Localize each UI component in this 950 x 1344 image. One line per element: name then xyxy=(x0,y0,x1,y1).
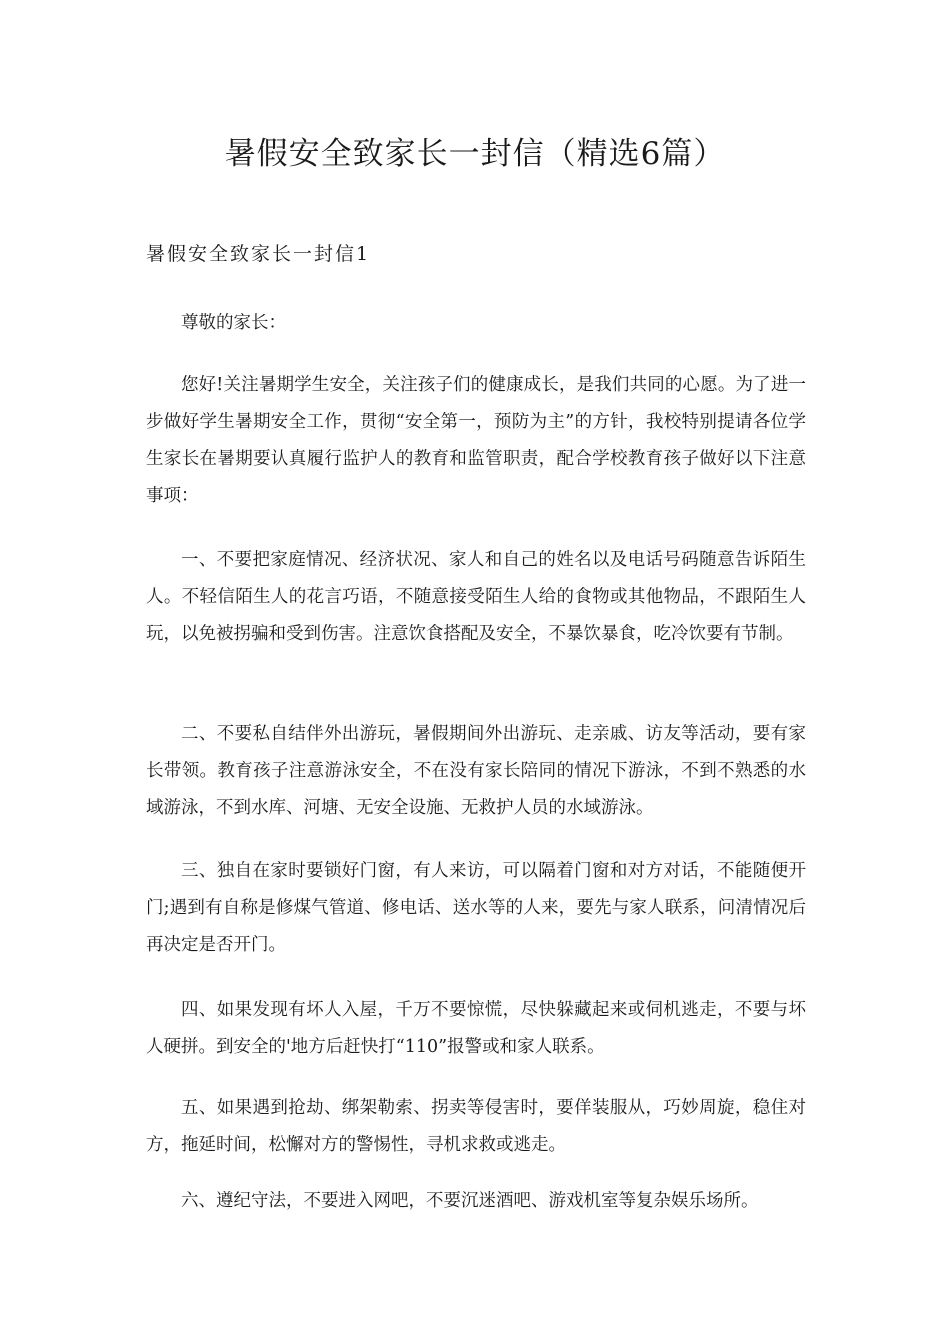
paragraph-item-5: 五、如果遇到抢劫、绑架勒索、拐卖等侵害时，要佯装服从，巧妙周旋，稳住对方，拖延时间，松懈对方的警惕性，寻机求救或逃走。 xyxy=(146,1098,806,1155)
section-heading: 暑假安全致家长一封信1 xyxy=(146,243,371,265)
paragraph-item-4: 四、如果发现有坏人入屋，千万不要惊慌，尽快躲藏起来或伺机逃走，不要与坏人硬拼。到安全的'地方后赶快打“110”报警或和家人联系。 xyxy=(146,1000,806,1057)
paragraph-intro: 您好!关注暑期学生安全，关注孩子们的健康成长，是我们共同的心愿。为了进一步做好学生暑期安全工作，贯彻“安全第一，预防为主”的方针，我校特别提请各位学生家长在暑期要认真履行监护人的教育和监管职责，配合学校教育孩子做好以下注意事项： xyxy=(146,375,806,506)
document-title: 暑假安全致家长一封信（精选6篇） xyxy=(224,136,726,172)
salutation: 尊敬的家长： xyxy=(181,313,286,333)
paragraph-item-6: 六、遵纪守法，不要进入网吧，不要沉迷酒吧、游戏机室等复杂娱乐场所。 xyxy=(181,1191,759,1211)
paragraph-item-1: 一、不要把家庭情况、经济状况、家人和自己的姓名以及电话号码随意告诉陌生人。不轻信陌生人的花言巧语，不随意接受陌生人给的食物或其他物品，不跟陌生人玩，以免被拐骗和受到伤害。注意饮食搭配及安全，不暴饮暴食，吃冷饮要有节制。 xyxy=(146,550,806,644)
paragraph-item-2: 二、不要私自结伴外出游玩，暑假期间外出游玩、走亲戚、访友等活动，要有家长带领。教育孩子注意游泳安全，不在没有家长陪同的情况下游泳，不到不熟悉的水域游泳，不到水库、河塘、无安全设施、无救护人员的水域游泳。 xyxy=(146,724,806,818)
paragraph-item-3: 三、独自在家时要锁好门窗，有人来访，可以隔着门窗和对方对话，不能随便开门;遇到有自称是修煤气管道、修电话、送水等的人来，要先与家人联系，问清情况后再决定是否开门。 xyxy=(146,861,806,955)
